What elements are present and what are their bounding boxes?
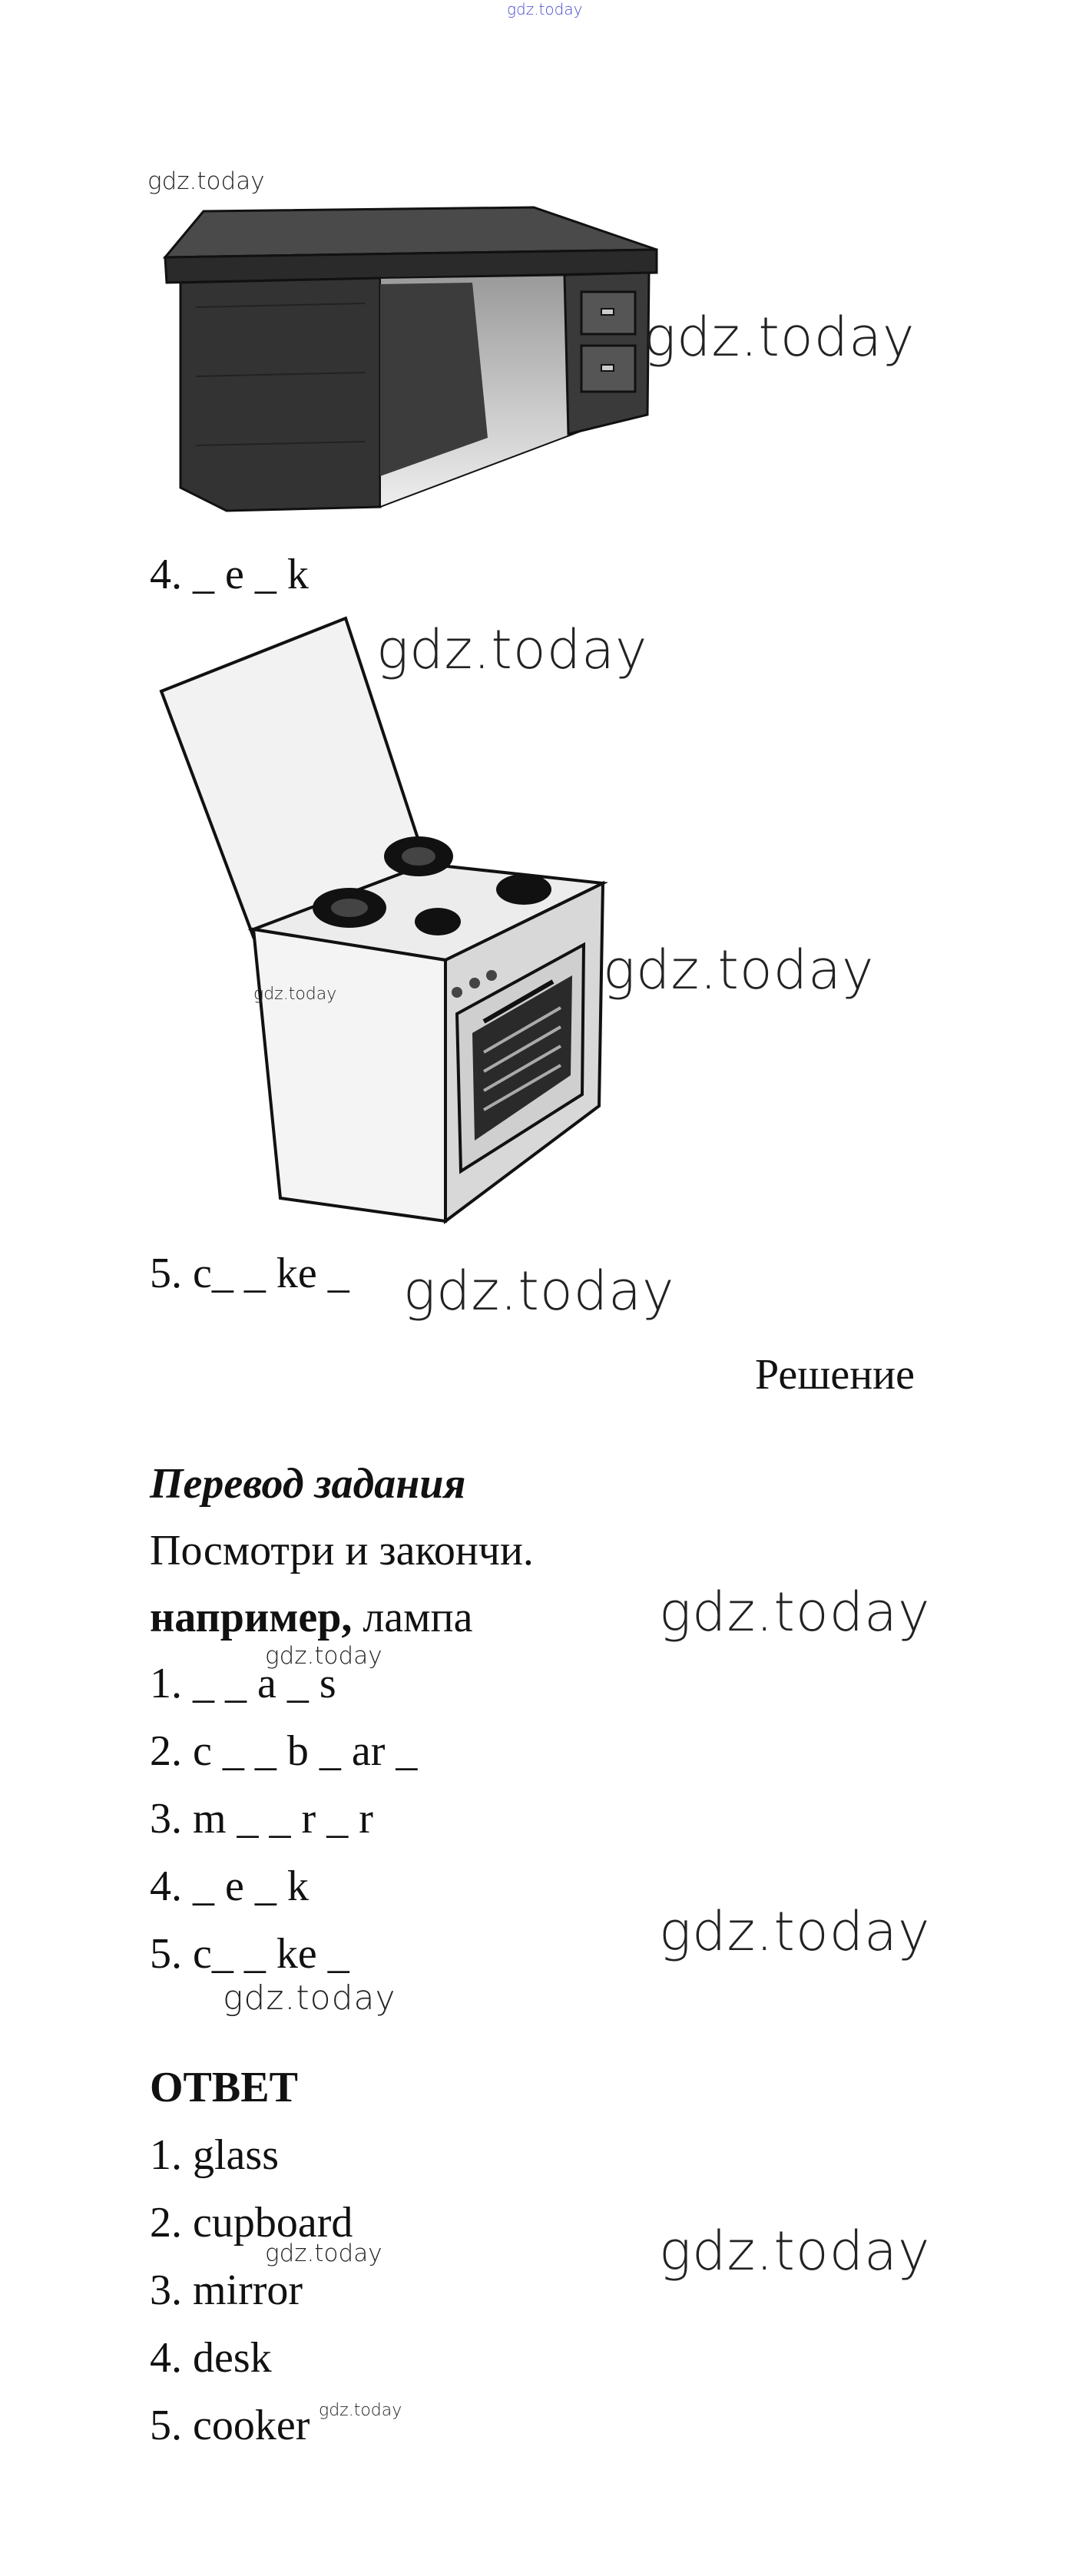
watermark-task4: gdz.today xyxy=(659,1900,931,1963)
watermark-desk-big: gdz.today xyxy=(644,306,915,369)
example-bold: например, xyxy=(150,1594,353,1641)
watermark-task5: gdz.today xyxy=(223,1978,396,2018)
answer-5: 5. cooker xyxy=(150,2402,310,2449)
exercise-item-4: 4. _ e _ k xyxy=(150,551,309,598)
top-watermark: gdz.today xyxy=(507,0,583,18)
example-word: лампа xyxy=(352,1594,473,1641)
watermark-answer3-small: gdz.today xyxy=(265,2240,382,2267)
task-4: 4. _ e _ k xyxy=(150,1862,309,1910)
answer-4: 4. desk xyxy=(150,2334,272,2382)
watermark-example: gdz.today xyxy=(659,1581,931,1644)
answer-2: 2. cupboard xyxy=(150,2199,353,2247)
watermark-cooker-right: gdz.today xyxy=(603,939,875,1002)
answer-3: 3. mirror xyxy=(150,2266,303,2314)
watermark-item5: gdz.today xyxy=(403,1260,675,1323)
exercise-item-5: 5. c_ _ ke _ xyxy=(150,1250,349,1297)
solution-label: Решение xyxy=(754,1351,915,1399)
watermark-answer5-tiny: gdz.today xyxy=(319,2401,402,2420)
task-1: 1. _ _ a _ s xyxy=(150,1660,336,1707)
watermark-cooker-small: gdz.today xyxy=(253,985,337,1004)
watermark-task1-small: gdz.today xyxy=(265,1642,382,1670)
cooker-illustration xyxy=(154,614,614,1229)
task-2: 2. c _ _ b _ ar _ xyxy=(150,1727,418,1775)
watermark-cooker-top: gdz.today xyxy=(376,618,648,681)
answer-1: 1. glass xyxy=(150,2131,279,2179)
watermark-answers: gdz.today xyxy=(659,2220,931,2283)
translation-heading: Перевод задания xyxy=(150,1460,466,1508)
answer-heading: ОТВЕТ xyxy=(150,2064,298,2111)
task-3: 3. m _ _ r _ r xyxy=(150,1795,373,1843)
example-line xyxy=(150,1593,472,1642)
task-5: 5. c_ _ ke _ xyxy=(150,1930,349,1978)
watermark-desk-small: gdz.today xyxy=(147,167,265,195)
translation-instruction: Посмотри и закончи. xyxy=(150,1527,534,1574)
desk-illustration xyxy=(150,184,672,522)
